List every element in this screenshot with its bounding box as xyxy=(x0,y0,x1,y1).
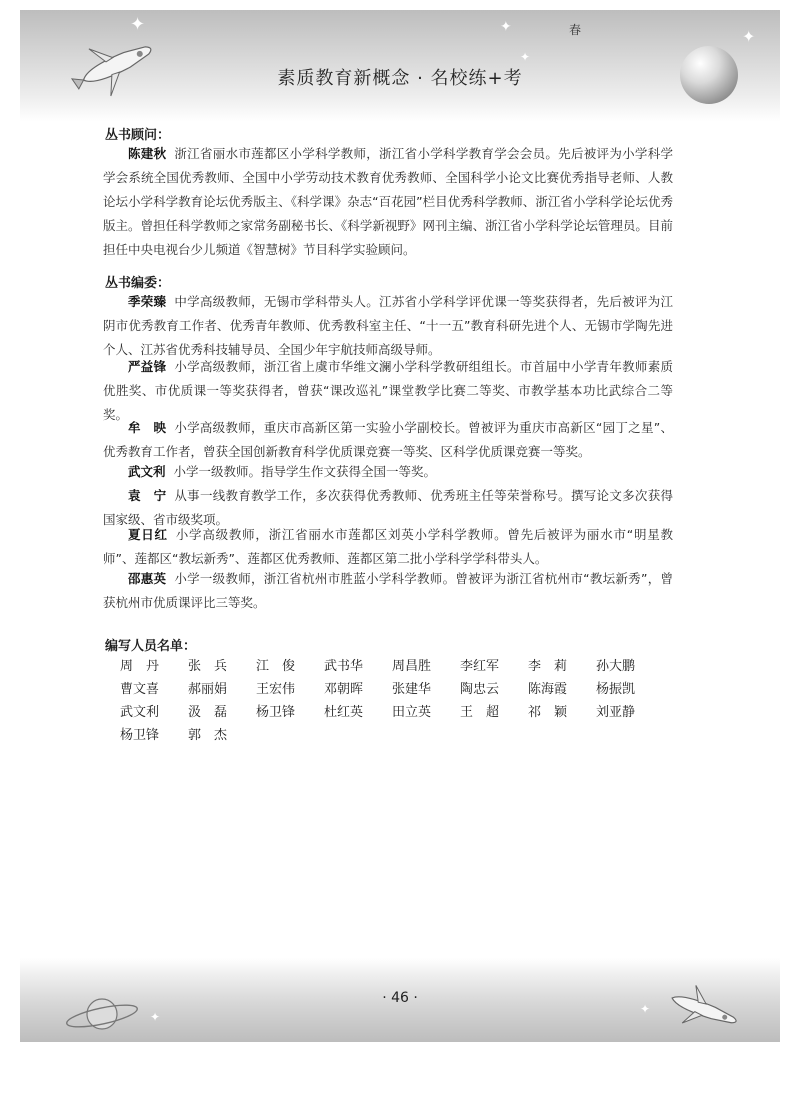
staff-name: 江 俊 xyxy=(256,659,296,674)
star-icon: ✦ xyxy=(742,27,756,46)
staff-name: 田立英 xyxy=(392,705,432,720)
season-mark: 春 xyxy=(569,23,582,37)
editor-bio: 中学高级教师，无锡市学科带头人。江苏省小学科学评优课一等奖获得者，先后被评为江阴市优秀教育工作者、优秀青年教师、优秀教科室主任、“十一五”教育科研先进个人、无锡市学陶先进个人、江苏省优秀科技辅导员、全国少年宇航技师高级导师。 xyxy=(103,294,673,357)
editor-name: 夏日红 xyxy=(128,527,168,542)
editor-bio: 小学一级教师，浙江省杭州市胜蓝小学科学教师。曾被评为浙江省杭州市“教坛新秀”，曾获杭州市优质课评比三等奖。 xyxy=(103,571,673,610)
editor-name: 季荣臻 xyxy=(128,294,167,309)
staff-name: 陶忠云 xyxy=(460,682,500,697)
editor-bio: 小学高级教师，浙江省丽水市莲都区刘英小学科学教师。曾先后被评为丽水市“明星教师”、莲都区“教坛新秀”、莲都区优秀教师、莲都区第二批小学科学学科带头人。 xyxy=(103,527,673,566)
editor-bio: 小学高级教师，浙江省上虞市华维文澜小学科学教研组组长。市首届中小学青年教师素质优胜奖、市优质课一等奖获得者，曾获“课改巡礼”课堂教学比赛二等奖、市教学基本功比武综合二等奖。 xyxy=(103,359,673,422)
staff-name: 汲 磊 xyxy=(188,705,228,720)
star-icon: ✦ xyxy=(150,1010,161,1024)
staff-name-list xyxy=(120,655,664,747)
staff-name: 王宏伟 xyxy=(256,682,296,697)
advisor-section-title: 丛书顾问： xyxy=(105,128,171,143)
editor-name: 武文利 xyxy=(128,464,166,479)
staff-name: 郝丽娟 xyxy=(188,682,228,697)
star-icon: ✦ xyxy=(130,14,146,35)
star-icon: ✦ xyxy=(640,1002,651,1016)
editor-name: 邵惠英 xyxy=(128,571,167,586)
editor-name: 袁 宁 xyxy=(128,488,167,503)
staff-name: 武文利 xyxy=(120,705,160,720)
staff-name: 张建华 xyxy=(392,682,432,697)
staff-name: 邓朝晖 xyxy=(324,682,364,697)
staff-name: 郭 杰 xyxy=(188,728,228,743)
editor-entry xyxy=(103,523,673,571)
star-icon: ✦ xyxy=(500,19,512,35)
staff-name: 李 莉 xyxy=(528,659,568,674)
staff-name: 周 丹 xyxy=(120,659,160,674)
page-title: 素质教育新概念 · 名校练+考 xyxy=(277,68,523,89)
staff-name: 李红军 xyxy=(460,659,500,674)
staff-name: 王 超 xyxy=(460,705,500,720)
editor-entry xyxy=(103,567,673,615)
staff-name: 杨卫锋 xyxy=(120,728,160,743)
advisor-entry xyxy=(103,142,673,262)
staff-name: 武书华 xyxy=(324,659,364,674)
advisor-bio: 浙江省丽水市莲都区小学科学教师，浙江省小学科学教育学会会员。先后被评为小学科学学会系统全国优秀教师、全国中小学劳动技术教育优秀教师、全国科学小论文比赛优秀指导老师、人教论坛小学科学教育论坛优秀版主、《科学课》杂志“百花园”栏目优秀科学教师、浙江省小学科学论坛优秀版主。曾担任科学教师之家常务副秘书长、《科学新视野》网刊主编、浙江省小学科学论坛管理员。目前担任中央电视台少儿频道《智慧树》节目科学实验顾问。 xyxy=(103,146,673,257)
space-shuttle-icon xyxy=(660,980,750,1040)
staff-name: 杨卫锋 xyxy=(256,705,296,720)
staff-name: 刘亚静 xyxy=(596,705,636,720)
editor-bio: 小学高级教师，重庆市高新区第一实验小学副校长。曾被评为重庆市高新区“园丁之星”、优秀教育工作者，曾获全国创新教育科学优质课竞赛一等奖、区科学优质课竞赛一等奖。 xyxy=(103,420,673,459)
editor-name: 牟 映 xyxy=(128,420,167,435)
staff-name: 杨振凯 xyxy=(596,682,636,697)
staff-name: 杜红英 xyxy=(324,705,364,720)
page-number: · 46 · xyxy=(382,990,418,1006)
editor-bio: 从事一线教育教学工作，多次获得优秀教师、优秀班主任等荣誉称号。撰写论文多次获得国家级、省市级奖项。 xyxy=(103,488,673,527)
staff-name: 陈海霞 xyxy=(528,682,568,697)
editor-section-title: 丛书编委： xyxy=(105,276,171,291)
editor-entry xyxy=(103,460,673,484)
editor-bio: 小学一级教师。指导学生作文获得全国一等奖。 xyxy=(173,464,437,479)
staff-name: 孙大鹏 xyxy=(596,659,636,674)
staff-name: 祁 颖 xyxy=(528,705,568,720)
star-icon: ✦ xyxy=(520,50,531,64)
editor-entry xyxy=(103,416,673,464)
editor-name: 严益锋 xyxy=(128,359,167,374)
editor-entry xyxy=(103,290,673,362)
staff-name: 曹文喜 xyxy=(120,682,160,697)
advisor-name: 陈建秋 xyxy=(128,146,167,161)
staff-name: 周昌胜 xyxy=(392,659,432,674)
staff-section-title: 编写人员名单： xyxy=(105,639,197,654)
staff-name: 张 兵 xyxy=(188,659,228,674)
